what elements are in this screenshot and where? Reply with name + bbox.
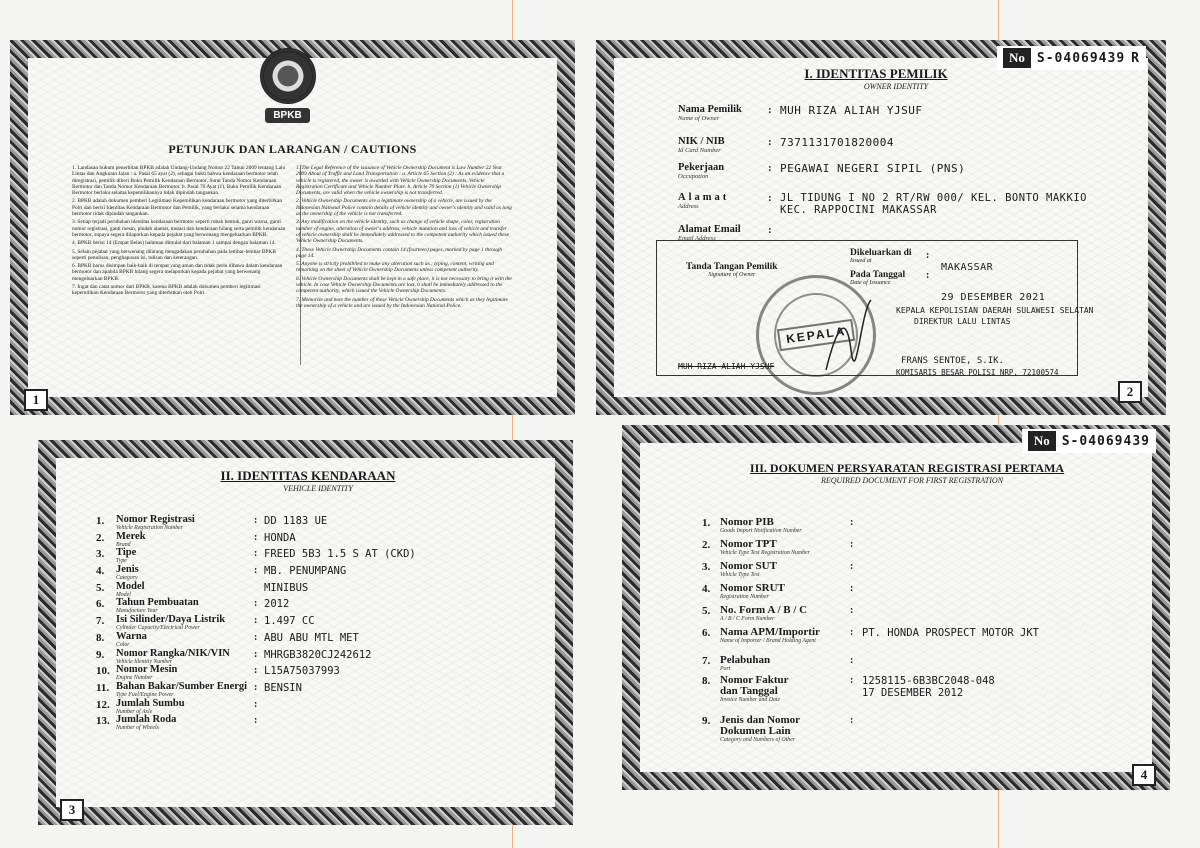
address-line2: KEC. RAPPOCINI MAKASSAR [780,204,937,216]
list-item: 8. Warna Color : ABU ABU MTL MET [96,630,359,648]
vin-value: MHRGB3820CJ242612 [264,648,372,661]
model-value: MINIBUS [264,581,309,594]
registration-number-value: DD 1183 UE [264,515,328,527]
list-item: 2. Nomor TPT Vehicle Type Test Registration Number : [702,538,854,556]
authority-line2: DIREKTUR LALU LINTAS [914,317,1011,326]
manufacture-year-value: 2012 [264,598,290,611]
caution-en-3: 3. Any modification on the vehicle identity, such as change of vehicle shape, color, registration number of engine, alteration of owner's address, vehicle mutation and loss of vehicle and transfer of vehicle ownership shall be immediately addressed to the competent authority which issued these Vehicle Ownership Documents. [296,219,510,245]
list-item: 10. Nomor Mesin Engine Number : L15A75037993 [96,664,340,682]
nik-value: 7371131701820004 [780,136,894,149]
brand-value: HONDA [264,531,296,544]
field-label-en: Occupation [678,173,709,180]
serial-no-label: No [1003,48,1031,68]
invoice-date-value: 17 DESEMBER 2012 [862,687,964,699]
list-item: 6. Nama APM/Importir Name of Importer / Brand Holding Agent : PT. HONDA PROSPECT MOTOR JKT [702,626,1040,644]
list-item: 13. Jumlah Roda Number of Wheels : [96,714,258,732]
serial-number: S-04069439 [1036,50,1126,66]
serial-no-label: No [1028,431,1056,451]
address-field: Alamat Address : JL TIDUNG I NO 2 RT/RW 000/ KEL. BONTO MAKKIO KEC. RAPPOCINI MAKASSAR [678,192,1087,216]
issued-at-value: MAKASSAR [941,262,994,273]
page-number: 2 [1118,381,1142,403]
cautions-english [296,165,512,311]
list-item: 5. No. Form A / B / C A / B / C Form Number : [702,604,854,622]
page-first-registration-docs [622,425,1170,790]
cylinder-capacity-value: 1.497 CC [264,615,315,628]
list-item: 8. Nomor Faktur dan Tanggal Invoice Number and Date : 1258115-6B3BC2048-048 17 DESEMBER 2012 [702,674,995,703]
field-label: Alamat [678,192,730,203]
authority-line1: KEPALA KEPOLISIAN DAERAH SULAWESI SELATAN [896,306,1094,315]
list-item: 5. Model Model MINIBUS [96,580,309,598]
caution-en-7: 7. Memorize and note the number of these Vehicle Ownership Documents which as they legitimate the ownership of a vehicle and are issued by the Indonesian National Police. [296,296,508,309]
section-title: III. DOKUMEN PERSYARATAN REGISTRASI PERTAMA [749,461,1065,475]
caution-id-7: 7. Ingat dan catat nomor dari BPKB, karena BPKB adalah dokumen pemberi legitimasi kepemilikan Kendaraan Bermotor yang diterbitkan oleh Polri. [72,284,261,297]
section-title: I. IDENTITAS PEMILIK [804,66,948,81]
owner-name-field: Nama Pemilik Name of Owner : MUH RIZA ALIAH YJSUF [678,104,923,122]
section-subtitle: OWNER IDENTITY [863,82,929,91]
section-subtitle: VEHICLE IDENTITY [283,484,353,493]
list-item: 4. Jenis Category : MB. PENUMPANG [96,564,347,582]
page-number: 4 [1132,764,1156,786]
stamp-center-text: KEPALA [777,319,856,351]
section-title: II. IDENTITAS KENDARAAN [220,468,396,483]
issued-at-label: Dikeluarkan di Issued at [850,248,912,264]
caution-en-6: 6. Vehicle Ownership Documents shall be kept in a safe place, it is not necessary to bring it with the vehicle. In case Vehicle Ownership Documents are lost, it shall be immediately addressed to the competent authority, which issued the Vehicle Ownership Documents. [296,275,512,295]
page-number: 3 [60,799,84,821]
official-name: FRANS SENTOE, S.IK. [901,356,1004,366]
emblem-seal-icon [260,48,316,104]
emblem-banner: BPKB [265,108,309,123]
owner-signature-label: Tanda Tangan Pemilik Signature of Owner [686,262,778,278]
required-docs-list [702,517,1039,751]
field-label: NIK / NIB [678,136,725,147]
cautions-title: PETUNJUK DAN LARANGAN / CAUTIONS [168,142,417,156]
page-owner-identity: No S-04069439 R I. IDENTITAS PEMILIK OWNER IDENTITY Nama Pemilik Name of Owner : MUH RIZA ALIAH YJSUF NIK / NIB Id Card Number : 7371131701820004 Pekerjaan Occupation : PEGAWAI NEGERI SIPIL (PNS) Alamat Address : JL TIDUNG I NO 2 RT/RW 000/ KEL. BONTO MAKKIO KEC. RAPPOCINI MAKASSAR Alamat Email Email Address : Tanda Tangan Pemilik Signature of Owner Dikeluarkan di Issued at Pada Tanggal Date of Issuance : : MAKASSAR 29 DESEMBER 2021 KEPALA KEPOLISIAN DAERAH SULAWESI SELATAN DIREKTUR LALU LINTAS KEPALA MUH RIZA ALIAH YJSUF FRANS SENTOE, S.IK. KOMISARIS BESAR POLISI NRP. 72100574 2 [596,40,1166,415]
category-value: MB. PENUMPANG [264,565,347,578]
list-item: 2. Merek Brand : HONDA [96,530,296,548]
address-line1: JL TIDUNG I NO 2 RT/RW 000/ KEL. BONTO MAKKIO [780,192,1087,204]
email-field: Alamat Email Email Address : [678,224,772,242]
page-number: 1 [24,389,48,411]
engine-number-value: L15A75037993 [264,665,340,678]
caution-en-4: 4. These Vehicle Ownership Documents contain 14 (fourteen) pages, marked by page 1 through page 14. [296,246,502,259]
serial-number-box [1022,429,1156,453]
page-cautions [10,40,575,415]
invoice-number-value: 1258115-6B3BC2048-048 [862,675,995,687]
list-item: 7. Isi Silinder/Daya Listrik Cylinder Capacity/Electrical Power : 1.497 CC [96,614,315,632]
list-item: 11. Bahan Bakar/Sumber Energi Type Fuel/Engine Power : BENSIN [96,680,302,698]
field-label-en: Email Address [678,235,716,242]
fuel-value: BENSIN [264,681,302,694]
cautions-columns [72,165,512,311]
field-label: Pekerjaan [678,162,725,173]
serial-suffix: R [1131,50,1140,66]
page-vehicle-identity [38,440,573,825]
caution-id-1: 1. Landasan hukum penerbitan BPKB adalah Undang-Undang Nomor 22 Tahun 2009 tentang Lalu Lintas dan Angkutan Jalan : a. Pasal 65 ayat (2), sebagai bukti bahwa kendaraan bermotor telah diregistrasi, pemilik diberi Buku Pemilik Kendaraan Bermotor, Surat Tanda Nomor Kendaraan Bermotor dan Tanda Nomor Kendaraan Bermotor. b. Pasal 70 Ayat (1), Buku Pemilik Kendaraan Bermotor berlaku selama kepemilikannya tidak dipindah tangankan. [72,165,286,197]
list-item: 9. Jenis dan Nomor Dokumen Lain Category and Numbers of Other : [702,714,854,743]
bpkb-emblem [245,48,330,148]
field-label: Nama Pemilik [678,104,742,115]
section-subtitle: REQUIRED DOCUMENT FOR FIRST REGISTRATION [820,476,1004,485]
list-item: 4. Nomor SRUT Registration Number : [702,582,854,600]
date-label: Pada Tanggal Date of Issuance [850,270,906,286]
list-item: 7. Pelabuhan Port : [702,654,854,672]
color-value: ABU ABU MTL MET [264,631,359,644]
list-item: 3. Nomor SUT Vehicle Type Test : [702,560,854,578]
owner-signed-name: MUH RIZA ALIAH YJSUF [678,362,775,371]
caution-en-2: 2. Vehicle Ownership Documents are a legitimate ownership of a vehicle, are issued by the Indonesian National Police contain details of vehicle identity and owner's identity and valid as long as the ownership of the vehicle is not transferred. [296,198,512,218]
field-label: Alamat Email [678,224,741,235]
occupation-value: PEGAWAI NEGERI SIPIL (PNS) [780,162,966,175]
issue-date-value: 29 DESEMBER 2021 [941,292,1046,303]
importer-value: PT. HONDA PROSPECT MOTOR JKT [862,627,1040,639]
owner-name-value: MUH RIZA ALIAH YJSUF [780,104,923,117]
field-label-en: Name of Owner [678,115,720,122]
nik-field: NIK / NIB Id Card Number : 7371131701820004 [678,136,894,154]
official-rank: KOMISARIS BESAR POLISI NRP. 72100574 [896,368,1059,377]
list-item: 6. Tahun Pembuatan Manufacture Year : 2012 [96,597,290,615]
serial-number-box [997,46,1146,70]
caution-id-3: 3. Setiap terjadi perubahan identitas kendaraan bermotor seperti rubah bentuk, ganti warna, ganti nomor registrasi, ganti mesin, pindah alamat, mutasi dan kendaraan hilang serta pemilik kendaraan bermotor, supaya segera dilaporkan kepada pejabat yang berwenang mengeluarkan BPKB. [72,219,286,238]
caution-id-6: 6. BPKB harus disimpan baik-baik di tempat yang aman dan tidak perlu dibawa dalam kendaraan bermotor dan apabila BPKB hilang segera melaporkan kepada pejabat yang berwenang mengeluarkan BPKB. [72,263,283,282]
caution-id-2: 2. BPKB adalah dokumen pemberi Legitimasi Kepemilikan kendaraan bermotor yang diterbitkan Polri dan berisi Identitas Kendaraan Bermotor dan Pemilik, yang berlaku selama kendaraan bermotor tidak dipindah tangankan. [72,198,283,218]
type-value: FREED 5B3 1.5 S AT (CKD) [264,548,416,561]
list-item: 3. Tipe Type : FREED 5B3 1.5 S AT (CKD) [96,547,416,565]
field-label-en: Id Card Number [678,147,721,154]
caution-en-1: 1. The Legal Reference of the issuance of Vehicle Ownership Document is Law Number 22 Year 2009 About of Traffic and Land Transportation : a. Article 65 Section (2) : As an evidence that a vehicle is registered, the owner is awarded with Vehicle Ownership Documents, Vehicle Registration Certificate and Vehicle Number Plate. b. Article 70 Section (1) Vehicle Ownership Documents, are valid when the vehicle ownership is not transferred. [296,165,505,197]
list-item: 1. Nomor Registrasi Vehicle Registration Number : DD 1183 UE [96,514,328,531]
list-item: 9. Nomor Rangka/NIK/VIN Vehicle Identity Number : MHRGB3820CJ242612 [96,647,372,665]
field-label-en: Address [678,203,699,210]
cautions-indonesian [72,165,288,311]
caution-id-5: 5. Selain pejabat yang berwenang dilarang mengadakan perubahan pada lembar-lembar BPKB seperti penulisan, penghapusan isi, tulisan dan keterangan. [72,248,276,261]
caution-id-4: 4. BPKB berisi 14 (Empat Belas) halaman dimulai dari halaman 1 sampai dengan halaman 14. [72,240,276,247]
occupation-field: Pekerjaan Occupation : PEGAWAI NEGERI SIPIL (PNS) [678,162,966,180]
signature-scribble-icon [816,290,876,380]
caution-en-5: 5. Anyone is strictly prohibited to make any alteration such as : typing, content, writing and remarking on the sheet of Vehicle Ownership Documents unless competent authority. [296,261,494,274]
list-item: 12. Jumlah Sumbu Number of Axle : [96,697,258,715]
vehicle-fields-list [96,515,416,732]
list-item: 1. Nomor PIB Goods Import Notification Number : [702,516,854,534]
serial-number: S-04069439 [1061,433,1150,449]
